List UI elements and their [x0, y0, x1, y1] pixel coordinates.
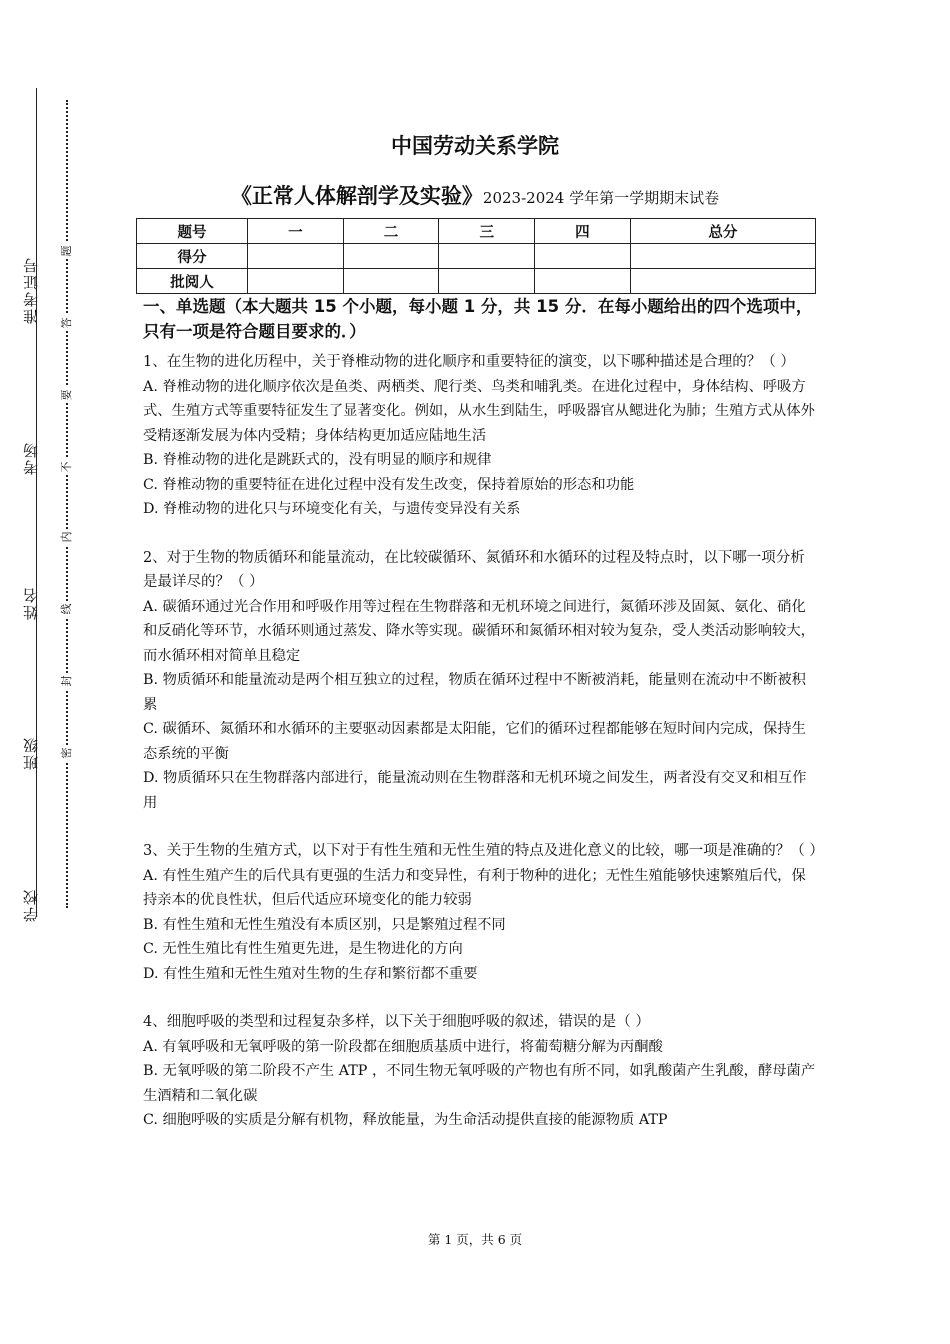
score-cell	[248, 244, 344, 269]
section-title: 一、单选题（本大题共 15 个小题，每小题 1 分，共 15 分．在每小题给出的四个选项中，只有一项是符合题目要求的．）	[143, 297, 813, 341]
seal-char: 不	[60, 459, 74, 475]
score-cell	[535, 244, 631, 269]
row-label-reviewer: 批阅人	[137, 269, 248, 294]
reviewer-row	[137, 269, 816, 294]
seal-char: 答	[60, 315, 74, 331]
seal-char: 内	[60, 529, 74, 545]
seal-char: 封	[60, 673, 74, 689]
score-table-header-row	[137, 219, 816, 244]
option-b: B. 有性生殖和无性生殖没有本质区别，只是繁殖过程不同	[143, 916, 506, 933]
class-field: 班级	[22, 736, 40, 770]
option-b: B. 物质循环和能量流动是两个相互独立的过程，物质在循环过程中不断被消耗，能量则在流动中不断被积累	[143, 672, 806, 713]
option-d: D. 有性生殖和无性生殖对生物的生存和繁衍都不重要	[143, 965, 478, 982]
option-a: A. 有氧呼吸和无氧呼吸的第一阶段都在细胞质基质中进行，将葡萄糖分解为丙酮酸	[143, 1038, 663, 1055]
row-label-score: 得分	[137, 244, 248, 269]
page-footer: 第 1 页，共 6 页	[427, 1232, 523, 1247]
table-header-cell: 一	[248, 219, 344, 244]
option-a: A. 碳循环通过光合作用和呼吸作用等过程在生物群落和无机环境之间进行，氮循环涉及固氮、氨化、硝化和反硝化等环节，水循环则通过蒸发、降水等实现。碳循环和氮循环相对较为复杂，受人类活动影响较大，而水循环相对简单且稳定	[143, 598, 815, 664]
score-table	[136, 218, 816, 294]
option-a: A. 脊椎动物的进化顺序依次是鱼类、两栖类、爬行类、鸟类和哺乳类。在进化过程中，身体结构、呼吸方式、生殖方式等重要特征发生了显著变化。例如，从水生到陆生，呼吸器官从鳃进化为肺；生殖方式从体外受精逐渐发展为体内受精；身体结构更加适应陆地生活	[143, 378, 815, 444]
table-header-cell: 三	[439, 219, 535, 244]
reviewer-cell	[535, 269, 631, 294]
reviewer-cell	[343, 269, 439, 294]
seal-char: 题	[60, 243, 74, 259]
term-label: 2023-2024 学年第一学期期末试卷	[482, 189, 720, 207]
exam-title	[0, 180, 950, 210]
option-c: C. 碳循环、氮循环和水循环的主要驱动因素都是太阳能，它们的循环过程都能够在短时间内完成，保持生态系统的平衡	[143, 721, 806, 762]
course-title: 《正常人体解剖学及实验》	[230, 184, 483, 208]
option-b: B. 脊椎动物的进化是跳跃式的，没有明显的顺序和规律	[143, 452, 492, 468]
score-cell	[630, 244, 815, 269]
name-field: 姓名	[22, 586, 40, 620]
binding-line	[36, 88, 37, 916]
score-cell	[439, 244, 535, 269]
option-c: C. 细胞呼吸的实质是分解有机物，释放能量，为生命活动提供直接的能源物质 ATP	[143, 1112, 668, 1128]
option-c: C. 无性生殖比有性生殖更先进，是生物进化的方向	[143, 941, 463, 957]
option-d: D. 脊椎动物的进化只与环境变化有关，与遗传变异没有关系	[143, 501, 521, 517]
option-d: D. 物质循环只在生物群落内部进行，能量流动则在生物群落和无机环境之间发生，两者没有交叉和相互作用	[143, 770, 807, 811]
exam-id-field: 准考证号	[22, 256, 40, 324]
question-stem: 2、对于生物的物质循环和能量流动，在比较碳循环、氮循环和水循环的过程及特点时，以下哪一项分析是最详尽的？（ ）	[143, 549, 805, 590]
question-1	[143, 350, 818, 522]
table-header-cell: 四	[535, 219, 631, 244]
institution-title: 中国劳动关系学院	[391, 134, 559, 158]
question-stem: 4、细胞呼吸的类型和过程复杂多样，以下关于细胞呼吸的叙述，错误的是（ ）	[143, 1014, 650, 1030]
reviewer-cell	[439, 269, 535, 294]
table-header-cell: 总分	[630, 219, 815, 244]
seal-char: 密	[60, 745, 74, 761]
exam-content	[143, 294, 824, 1133]
school-field: 学校	[22, 888, 40, 922]
reviewer-cell	[248, 269, 344, 294]
option-a: A. 有性生殖产生的后代具有更强的生活力和变异性，有利于物种的进化；无性生殖能够快速繁殖后代，保持亲本的优良性状，但后代适应环境变化的能力较弱	[143, 867, 806, 908]
question-stem: 3、关于生物的生殖方式，以下对于有性生殖和无性生殖的特点及进化意义的比较，哪一项是准确的？（ ）	[143, 843, 824, 859]
table-header-cell: 二	[343, 219, 439, 244]
exam-room-field: 考场	[22, 441, 40, 475]
question-stem: 1、在生物的进化历程中，关于脊椎动物的进化顺序和重要特征的演变，以下哪种描述是合理的？（ ）	[143, 354, 795, 370]
seal-dotted-line	[66, 100, 68, 908]
table-header-cell: 题号	[137, 219, 248, 244]
option-b: B. 无氧呼吸的第二阶段不产生 ATP ，不同生物无氧呼吸的产物也有所不同，如乳酸菌产生乳酸，酵母菌产生酒精和二氧化碳	[143, 1063, 816, 1104]
question-4	[143, 1010, 818, 1133]
option-c: C. 脊椎动物的重要特征在进化过程中没有发生改变，保持着原始的形态和功能	[143, 476, 635, 493]
reviewer-cell	[630, 269, 815, 294]
seal-char: 要	[60, 387, 74, 403]
question-3	[143, 839, 824, 986]
seal-char: 线	[60, 601, 74, 617]
score-cell	[343, 244, 439, 269]
score-row	[137, 244, 816, 269]
question-2	[143, 546, 818, 816]
